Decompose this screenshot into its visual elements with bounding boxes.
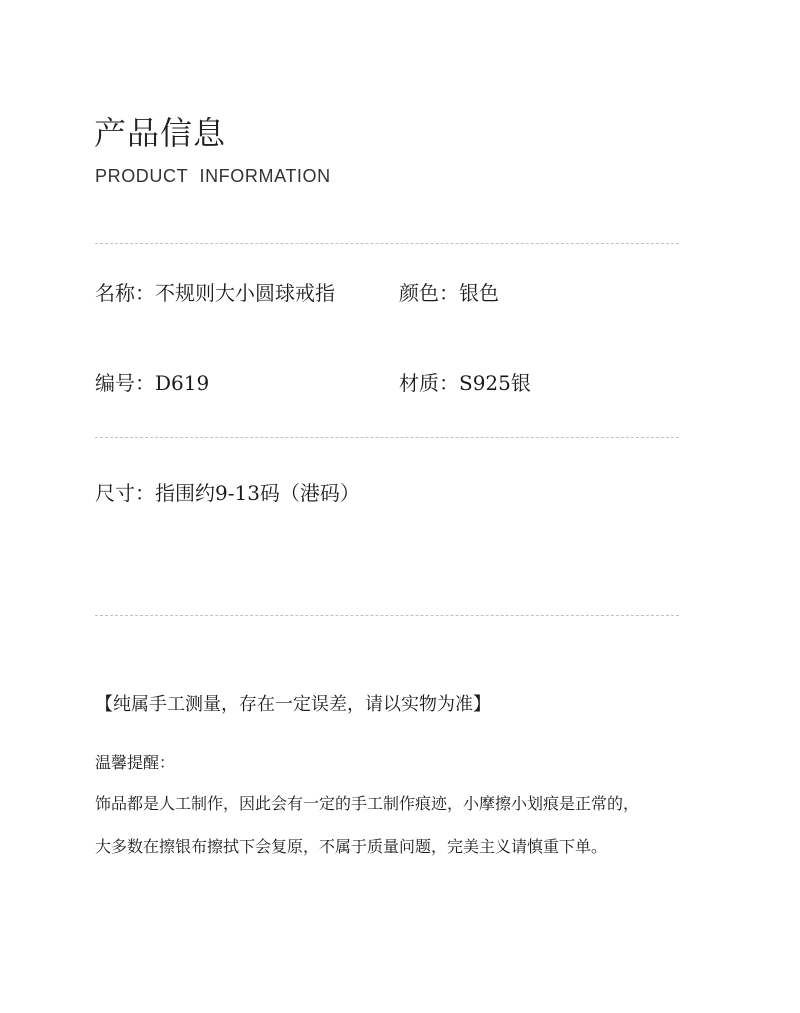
product-material: 材质：S925银 xyxy=(399,371,531,395)
page-subtitle: PRODUCT INFORMATION xyxy=(95,166,331,186)
divider xyxy=(95,437,679,438)
product-name: 名称：不规则大小圆球戒指 xyxy=(95,281,335,305)
measurement-disclaimer: 【纯属手工测量，存在一定误差，请以实物为准】 xyxy=(95,694,491,715)
product-code: 编号：D619 xyxy=(95,371,210,395)
notice-line: 饰品都是人工制作，因此会有一定的手工制作痕迹，小摩擦小划痕是正常的， xyxy=(95,794,640,813)
product-color: 颜色：银色 xyxy=(399,281,499,305)
divider xyxy=(95,243,679,244)
page-title: 产品信息 xyxy=(94,114,227,152)
notice-line: 大多数在擦银布擦拭下会复原，不属于质量问题，完美主义请慎重下单。 xyxy=(95,837,608,856)
notice-title: 温馨提醒： xyxy=(95,753,176,772)
divider xyxy=(95,615,679,616)
product-size: 尺寸：指围约9-13码（港码） xyxy=(95,481,360,505)
